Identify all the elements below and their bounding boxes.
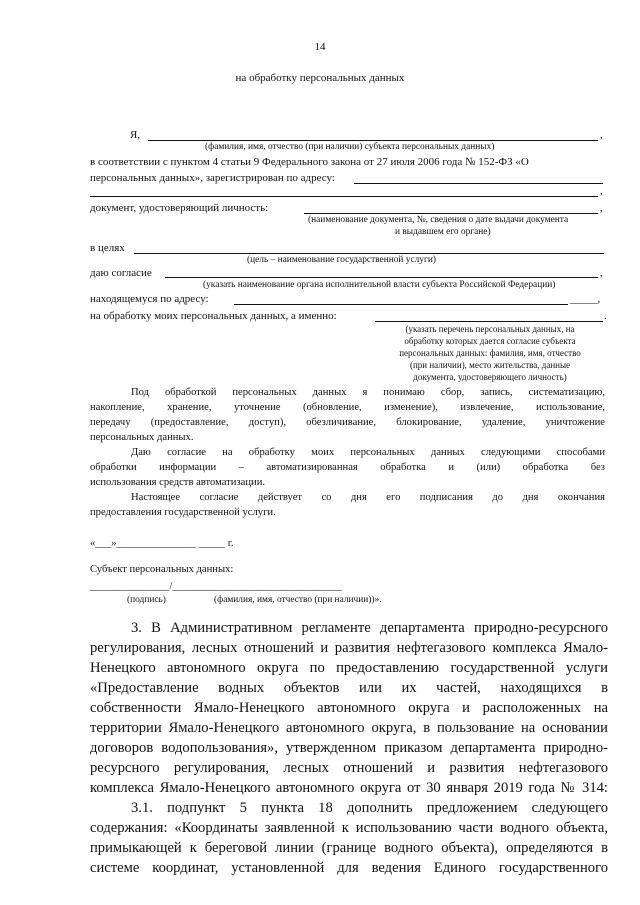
- para1-line-1: Под обработкой персональных данных я понимаю сбор, запись, систематизацию,: [131, 387, 605, 398]
- address-underline-1: [354, 183, 603, 184]
- purpose-hint: (цель – наименование государственной услуги): [247, 255, 436, 265]
- id-document-hint-2: и выдавшем его органе): [395, 227, 491, 237]
- fio-hint-2: (фамилия, имя, отчество (при наличии))».: [214, 595, 382, 605]
- consent-label: даю согласие: [90, 267, 152, 279]
- section31-line-2: содержания: «Координаты заявленной к использованию части водного объекта,: [90, 820, 608, 836]
- para2-line-2: обработки информации – автоматизированная обработка и (или) обработка без: [90, 462, 605, 473]
- para2-line-3: использования средств автоматизации.: [90, 477, 266, 488]
- data-list-hint-1: (указать перечень персональных данных, на: [405, 324, 575, 334]
- section31-line-1: 3.1. подпункт 5 пункта 18 дополнить предложением следующего: [131, 800, 608, 816]
- para1-line-2: накопление, хранение, уточнение (обновление, изменение), извлечение, использование,: [90, 402, 605, 413]
- section3-line-9: комплекса Ямало-Ненецкого автономного округа от 30 января 2019 года № 314:: [90, 780, 608, 796]
- organ-hint: (указать наименование органа исполнительной власти субъекта Российской Федерации): [203, 280, 556, 290]
- para1-line-4: персональных данных.: [90, 432, 194, 443]
- processing-label: на обработку моих персональных данных, а именно:: [90, 310, 337, 322]
- section3-line-3: Ненецкого автономного округа по предоставлению государственной услуги: [90, 660, 608, 676]
- address-comma: ,: [600, 185, 603, 197]
- processing-dot: .: [604, 310, 607, 322]
- signature-line: _______________/________________________________: [90, 581, 342, 592]
- law-line-1: в соответствии с пунктом 4 статьи 9 Федерального закона от 27 июля 2006 года № 152-ФЗ «О: [90, 156, 529, 168]
- law-line-2: персональных данных», зарегистрирован по адресу:: [90, 172, 335, 184]
- section3-line-7: договоров водопользования», утвержденном приказом департамента природно-: [90, 740, 608, 756]
- section3-line-8: ресурсного регулирования, лесных отношений и развития нефтегазового: [90, 760, 608, 776]
- page-number: 14: [314, 41, 326, 53]
- section3-line-2: регулирования, лесных отношений и развития нефтегазового комплекса Ямало-: [90, 640, 608, 656]
- para3-line-2: предоставления государственной услуги.: [90, 507, 276, 518]
- data-list-hint-3: персональных данных: фамилия, имя, отчество: [399, 348, 581, 358]
- processing-underline: [375, 321, 603, 322]
- i-label: Я,: [130, 129, 141, 141]
- form-heading: на обработку персональных данных: [235, 72, 405, 84]
- id-document-hint-1: (наименование документа, №, сведения о дате выдачи документа: [308, 215, 569, 225]
- section31-line-4: системе координат, установленной для ведения Единого государственного: [90, 860, 608, 876]
- data-list-hint-4: (при наличии), место жительства, данные: [409, 360, 571, 370]
- id-document-label: документ, удостоверяющий личность:: [90, 202, 269, 214]
- section3-line-5: собственности Ямало-Ненецкого автономного округа и расположенных на: [90, 700, 608, 716]
- section3-line-6: территории Ямало-Ненецкого автономного округа, в пользование на основании: [90, 720, 608, 736]
- consent-comma: ,: [600, 267, 603, 279]
- located-underline: [234, 304, 568, 305]
- consent-underline: [165, 277, 598, 278]
- signature-hint: (подпись): [127, 595, 166, 605]
- section3-line-4: «Предоставление водных объектов или их частей, находящихся в: [90, 680, 608, 696]
- purpose-label: в целях: [90, 242, 125, 254]
- fio-comma: ,: [600, 129, 603, 141]
- date-line: «___»_______________ _____ г.: [90, 538, 234, 549]
- section31-line-3: примыкающей к береговой линии (границе водного объекта), определяются в: [90, 840, 608, 856]
- section3-line-1: 3. В Административном регламенте департамента природно-ресурсного: [131, 620, 608, 636]
- data-list-hint-2: обработку которых дается согласие субъекта: [404, 336, 576, 346]
- address-underline-2: [90, 196, 598, 197]
- located-end: _____,: [570, 293, 601, 305]
- located-label: находящемуся по адресу:: [90, 293, 209, 305]
- subject-label: Субъект персональных данных:: [90, 564, 234, 575]
- para3-line-1: Настоящее согласие действует со дня его подписания до дня окончания: [131, 492, 605, 503]
- para2-line-1: Даю согласие на обработку моих персональных данных следующими способами: [131, 447, 605, 458]
- id-document-comma: ,: [600, 202, 603, 214]
- data-list-hint-5: документа, удостоверяющего личность): [413, 372, 567, 382]
- para1-line-3: передачу (предоставление, доступ), обезличивание, блокирование, удаление, уничтожение: [90, 417, 605, 428]
- fio-hint: (фамилия, имя, отчество (при наличии) субъекта персональных данных): [205, 142, 495, 152]
